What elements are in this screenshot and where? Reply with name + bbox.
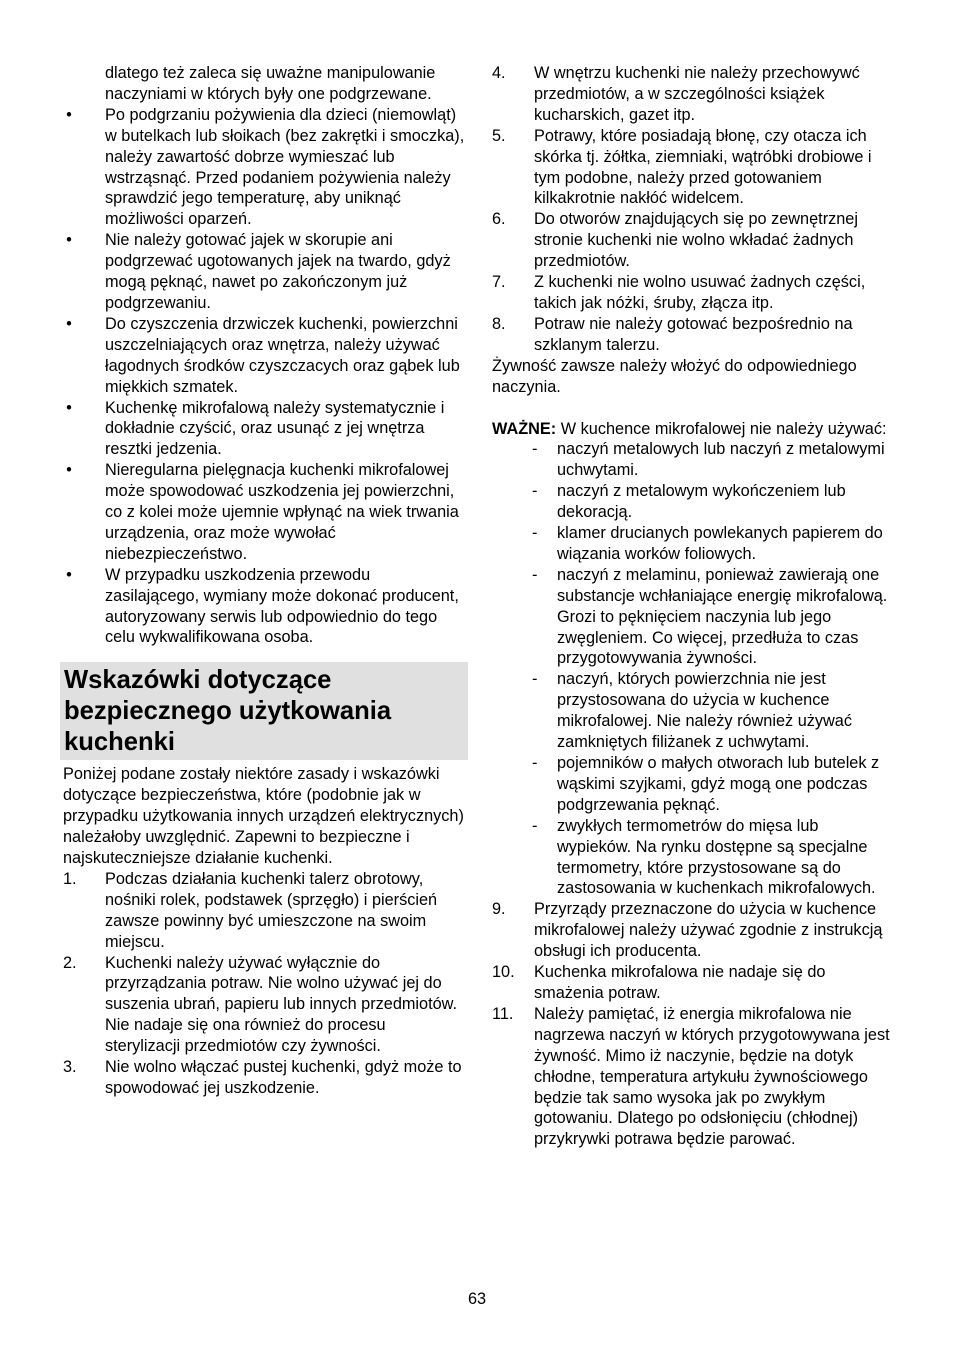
bullet-item: [63, 398, 465, 461]
item-text: Z kuchenki nie wolno usuwać żadnych części, takich jak nóżki, śruby, złącza itp.: [534, 273, 866, 312]
dash-item: [532, 753, 892, 816]
bullet-icon: •: [66, 314, 72, 333]
bullet-text: Kuchenkę mikrofalową należy systematycznie i dokładnie czyścić, oraz usunąć z jej wnętrza resztki jedzenia.: [105, 398, 445, 459]
item-text: Kuchenka mikrofalowa nie nadaje się do smażenia potraw.: [534, 963, 826, 1002]
bullet-list: [63, 105, 465, 649]
section-heading: Wskazówki dotyczące bezpiecznego użytkowania kuchenki: [60, 662, 468, 760]
dash-text: pojemników o małych otworach lub butelek z wąskimi szyjkami, gdyż mogą one podczas podgrzewania pęknąć.: [557, 754, 880, 814]
dash-item: [532, 669, 892, 753]
spacer: [492, 398, 892, 419]
bullet-item: [63, 565, 465, 649]
food-note: Żywność zawsze należy włożyć do odpowiedniego naczynia.: [492, 356, 857, 396]
numbered-item: [492, 314, 892, 356]
dash-text: zwykłych termometrów do mięsa lub wypieków. Na rynku dostępne są specjalne termometry, które przystosowane są do zastosowania w kuchenkach mikrofalowych.: [557, 816, 876, 898]
dash-text: klamer drucianych powlekanych papierem do wiązania worków foliowych.: [557, 524, 883, 563]
numbered-item: [492, 272, 892, 314]
bullet-icon: •: [66, 398, 72, 417]
intro-paragraph: Poniżej podane zostały niektóre zasady i wskazówki dotyczące bezpieczeństwa, które (podobnie jak w przypadku użytkowania innych urządzeń elektrycznych) należałoby uwzględnić. Zapewni to bezpieczne i najskuteczniejsze działanie kuchenki.: [63, 765, 464, 867]
dash-item: [532, 439, 892, 481]
dash-text: naczyń, których powierzchnia nie jest przystosowana do użycia w kuchence mikrofalowej. Nie należy również używać zamkniętych filiżanek z uchwytami.: [557, 670, 852, 752]
numbered-list: [63, 869, 465, 1099]
bullet-item: [63, 230, 465, 314]
dash-icon: -: [532, 565, 538, 584]
item-text: Należy pamiętać, iż energia mikrofalowa nie nagrzewa naczyń w których przygotowywana jest żywność. Mimo iż naczynie, będzie na dotyk chłodne, temperatura artykułu żywnościowego będzie tak samo wysoka jak po zwykłym gotowaniu. Dlatego po odsłonięciu (chłodnej) przykrywki potrawa będzie parować.: [534, 1004, 890, 1149]
item-number: 4.: [492, 64, 506, 82]
bullet-item: [63, 460, 465, 565]
item-text: Nie wolno włączać pustej kuchenki, gdyż może to spowodować jej uszkodzenie.: [105, 1058, 462, 1097]
item-number: 3.: [63, 1058, 77, 1077]
bullet-text: Po podgrzaniu pożywienia dla dzieci (niemowląt) w butelkach lub słoikach (bez zakrętki i smoczka), należy zawartość dobrze wymieszać lub wstrząsnąć. Przed podaniem pożywienia należy sprawdzić jego temperaturę, aby uniknąć możliwości oparzeń.: [105, 105, 465, 229]
bullet-text: Nie należy gotować jajek w skorupie ani podgrzewać ugotowanych jajek na twardo, gdyż mogą pęknąć, nawet po zakończonym już podgrzewaniu.: [105, 231, 451, 312]
bullet-icon: •: [66, 461, 72, 480]
dash-icon: -: [532, 754, 538, 772]
item-text: Podczas działania kuchenki talerz obrotowy, nośniki rolek, podstawek (sprzęgło) i pierścień zawsze powinny być umieszczone na swoim miejscu.: [105, 869, 438, 951]
left-column: [63, 63, 465, 1099]
dash-text: naczyń z metalowym wykończeniem lub dekoracją.: [557, 482, 846, 522]
numbered-item: [63, 1057, 465, 1099]
numbered-item: [63, 953, 465, 1058]
item-text: Przyrządy przeznaczone do użycia w kuchence mikrofalowej należy używać zgodnie z instrukcją obsługi ich producenta.: [534, 900, 883, 961]
bullet-text: Nieregularna pielęgnacja kuchenki mikrofalowej może spowodować uszkodzenia jej powierzchni, co z kolei może ujemnie wpłynąć na wiek trwania urządzenia, oraz może wywołać niebezpieczeństwo.: [105, 461, 459, 563]
numbered-item: [492, 1004, 892, 1150]
bullet-item: [63, 314, 465, 398]
bullet-text: W przypadku uszkodzenia przewodu zasilającego, wymiany może dokonać producent, autoryzowany serwis lub odpowiednio do tego celu wykwalifikowana osoba.: [105, 565, 459, 647]
item-number: 1.: [63, 869, 77, 888]
item-text: Kuchenki należy używać wyłącznie do przyrządzania potraw. Nie wolno używać jej do suszenia ubrań, papieru lub innych przedmiotów. Nie nadaje się ona również do procesu sterylizacji przedmiotów czy żywności.: [105, 953, 458, 1056]
dash-item: [532, 523, 892, 565]
item-text: Do otworów znajdujących się po zewnętrznej stronie kuchenki nie wolno wkładać żadnych przedmiotów.: [534, 210, 858, 271]
item-number: 5.: [492, 126, 506, 145]
item-number: 9.: [492, 900, 506, 919]
numbered-item: [492, 209, 892, 272]
dash-icon: -: [532, 524, 538, 543]
important-paragraph: [492, 419, 892, 440]
numbered-list: [492, 63, 892, 356]
item-text: Potraw nie należy gotować bezpośrednio na szklanym talerzu.: [534, 314, 853, 354]
bullet-item: [63, 105, 465, 230]
item-text: W wnętrzu kuchenki nie należy przechowywć przedmiotów, a w szczególności książek kucharskich, gazet itp.: [534, 64, 860, 124]
dash-icon: -: [532, 670, 538, 689]
item-number: 2.: [63, 953, 77, 972]
item-number: 11.: [492, 1004, 514, 1023]
numbered-item: [492, 63, 892, 126]
page-number: 63: [467, 1290, 487, 1308]
dash-icon: -: [532, 482, 538, 501]
numbered-item: [63, 869, 465, 953]
dash-item: [532, 565, 892, 670]
bullet-icon: •: [66, 105, 72, 124]
dash-text: naczyń metalowych lub naczyń z metalowymi uchwytami.: [557, 440, 885, 480]
item-number: 10.: [492, 963, 515, 982]
dash-item: [532, 481, 892, 523]
right-column: [492, 63, 892, 1150]
numbered-list: [492, 899, 892, 1150]
dash-text: naczyń z melaminu, ponieważ zawierają one substancje wchłaniające energię mikrofalową. Grozi to pęknięciem naczynia lub jego zwęgleniem. Co więcej, przedłuża to czas przygotowywania żywności.: [557, 565, 888, 668]
item-number: 8.: [492, 314, 506, 333]
dash-item: [532, 816, 892, 900]
numbered-item: [492, 126, 892, 210]
numbered-item: [492, 899, 892, 962]
item-text: Potrawy, które posiadają błonę, czy otacza ich skórka tj. żółtka, ziemniaki, wątróbki drobiowe i tym podobne, należy przed gotowaniem kilkakrotnie nakłóć widelcem.: [534, 126, 872, 208]
bullet-text: Do czyszczenia drzwiczek kuchenki, powierzchni uszczelniających oraz wnętrza, należy używać łagodnych środków czyszczacych oraz gąbek lub miękkich szmatek.: [105, 314, 460, 396]
numbered-item: [492, 962, 892, 1004]
important-label: WAŻNE:: [492, 419, 557, 438]
dash-icon: -: [532, 440, 538, 459]
dash-icon: -: [532, 816, 538, 835]
item-number: 7.: [492, 273, 506, 292]
continuation-paragraph: dlatego też zaleca się uważne manipulowanie naczyniami w których były one podgrzewane.: [105, 64, 436, 103]
item-number: 6.: [492, 210, 506, 229]
dash-list: [532, 439, 892, 899]
bullet-icon: •: [66, 231, 72, 250]
important-text: W kuchence mikrofalowej nie należy używać:: [556, 419, 887, 438]
bullet-icon: •: [66, 565, 72, 584]
